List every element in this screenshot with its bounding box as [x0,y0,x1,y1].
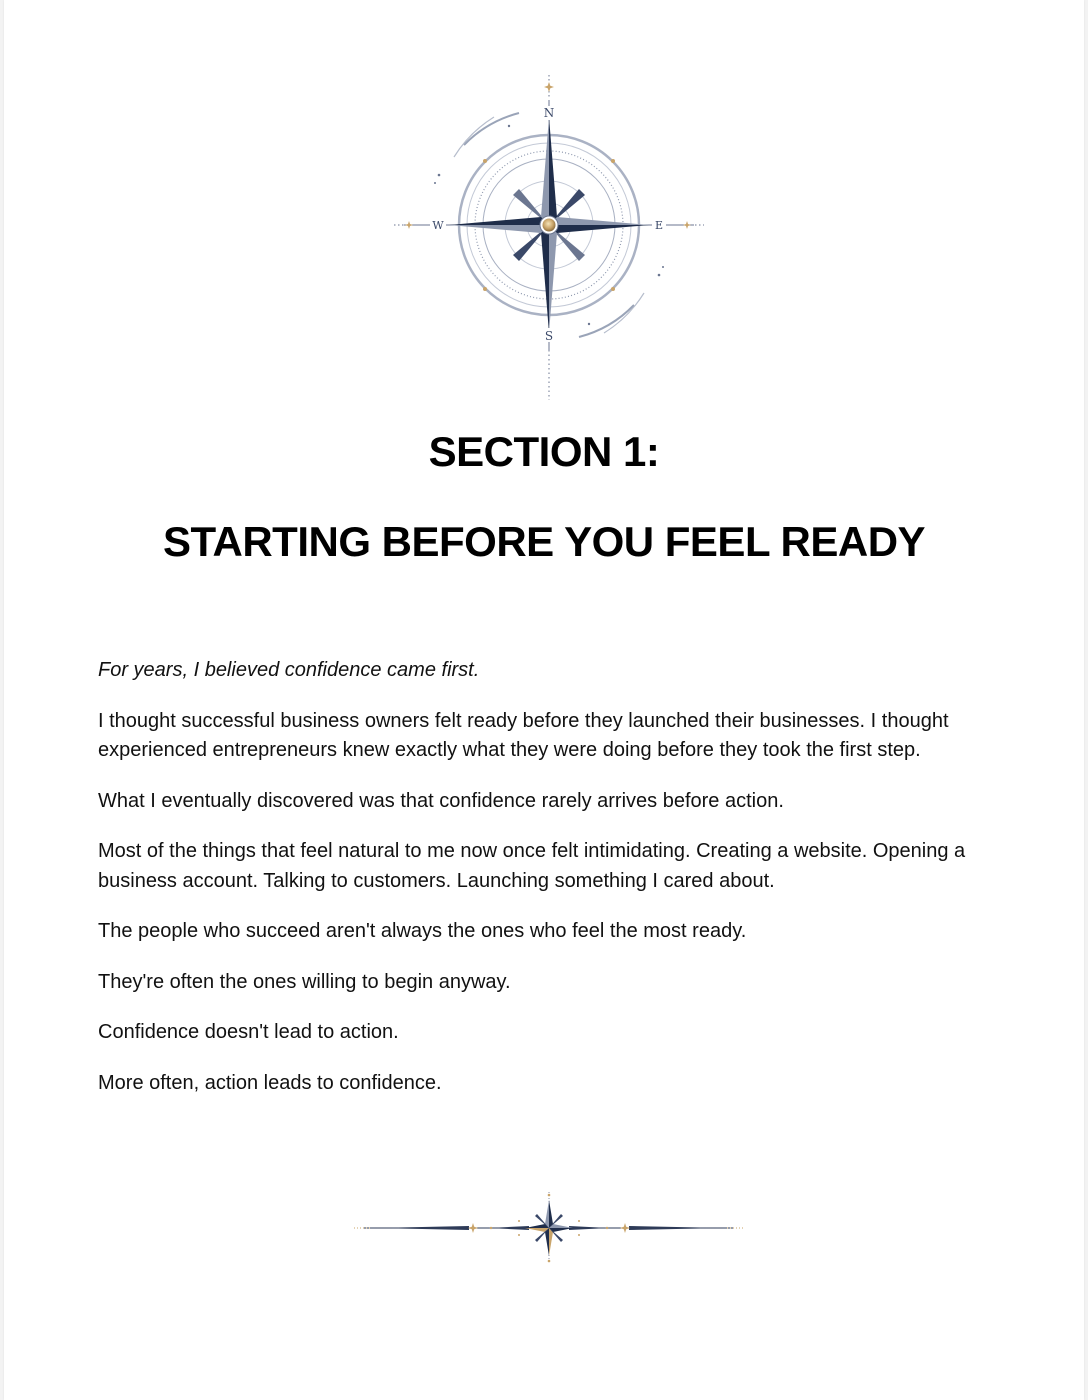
document-page [4,0,1084,1400]
compass-north-label: N [543,106,555,120]
paragraph: More often, action leads to confidence. [98,1071,442,1094]
paragraph: They're often the ones willing to begin anyway. [98,970,511,993]
compass-rose-icon [374,60,724,400]
paragraph: What I eventually discovered was that confidence rarely arrives before action. [98,789,784,812]
paragraph: Confidence doesn't lead to action. [98,1021,399,1043]
paragraph-lead: For years, I believed confidence came first. [98,659,480,681]
compass-east-label: E [654,219,664,232]
compass-west-label: W [432,219,444,232]
compass-star-divider-icon [354,1185,744,1275]
section-number-heading: SECTION 1: [428,428,660,475]
body-text [98,656,988,1119]
paragraph: The people who succeed aren't always the ones who feel the most ready. [98,920,747,942]
section-title-heading: STARTING BEFORE YOU FEEL READY [162,518,926,565]
paragraph: Most of the things that feel natural to me now once felt intimidating. Creating a website. Opening a business account. Talking to customers. Launching something I cared about. [98,840,966,892]
paragraph: I thought successful business owners felt ready before they launched their businesses. I thought experienced entrepreneurs knew exactly what they were doing before they took the first step. [98,709,949,761]
compass-south-label: S [544,329,554,343]
